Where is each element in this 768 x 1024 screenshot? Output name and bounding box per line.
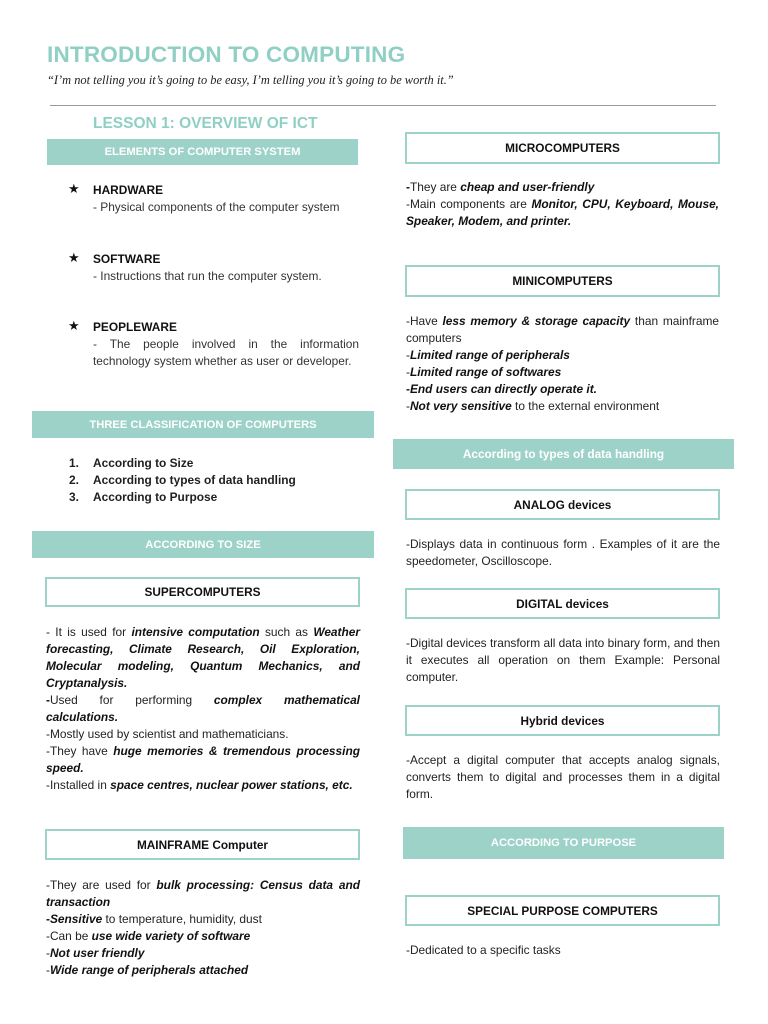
minicomputers-desc: -Have less memory & storage capacity than mainframe computers -Limited range of peripherals -Limited range of softwares -End users can directly operate it. -Not very sensitive to the external environment	[406, 314, 719, 413]
element-title: HARDWARE	[93, 183, 164, 197]
size-heading: ACCORDING TO SIZE	[32, 531, 374, 558]
digital-box: DIGITAL devices	[405, 588, 720, 619]
element-item	[93, 182, 359, 216]
mainframe-box: MAINFRAME Computer	[45, 829, 360, 860]
lesson-heading: LESSON 1: OVERVIEW OF ICT	[93, 115, 318, 132]
analog-box: ANALOG devices	[405, 489, 720, 520]
element-title: SOFTWARE	[93, 252, 161, 266]
digital-desc: -Digital devices transform all data into binary form, and then it executes all operation on them Example: Personal computer.	[406, 636, 720, 684]
purpose-heading: ACCORDING TO PURPOSE	[403, 827, 724, 859]
star-icon: ★	[68, 318, 80, 333]
microcomputers-box: MICROCOMPUTERS	[405, 132, 720, 164]
microcomputers-desc: -They are cheap and user-friendly -Main components are Monitor, CPU, Keyboard, Mouse, Speaker, Modem, and printer.	[406, 180, 719, 228]
classification-list	[69, 455, 296, 506]
element-item	[93, 319, 359, 370]
supercomputers-desc: - It is used for intensive computation such as Weather forecasting, Climate Research, Oil Exploration, Molecular modeling, Quantum Mechanics, and Cryptanalysis. -Used for performing complex mathematical calculations. -Mostly used by scientist and mathematicians. -They have huge memories & tremendous processing speed. -Installed in space centres, nuclear power stations, etc.	[46, 625, 361, 792]
hybrid-box: Hybrid devices	[405, 705, 720, 736]
page-title: INTRODUCTION TO COMPUTING	[47, 42, 406, 67]
list-item: 2. According to types of data handling	[69, 473, 296, 487]
divider	[50, 105, 716, 106]
classification-heading: THREE CLASSIFICATION OF COMPUTERS	[32, 411, 374, 438]
mainframe-desc: -They are used for bulk processing: Census data and transaction -Sensitive to temperature, humidity, dust -Can be use wide variety of software -Not user friendly -Wide range of peripherals attached	[46, 878, 360, 977]
element-item	[93, 251, 359, 285]
element-title: PEOPLEWARE	[93, 320, 177, 334]
elements-heading: ELEMENTS OF COMPUTER SYSTEM	[47, 139, 358, 165]
minicomputers-box: MINICOMPUTERS	[405, 265, 720, 297]
hybrid-desc: -Accept a digital computer that accepts analog signals, converts them to digital and processes them in a digital form.	[406, 753, 720, 801]
quote: “I’m not telling you it’s going to be easy, I’m telling you it’s going to be worth it.”	[47, 73, 454, 87]
datahandling-heading: According to types of data handling	[393, 439, 734, 469]
list-item: 3. According to Purpose	[69, 490, 218, 504]
star-icon: ★	[68, 250, 80, 265]
analog-desc: -Displays data in continuous form . Examples of it are the speedometer, Oscilloscope.	[406, 537, 720, 568]
list-item: 1. According to Size	[69, 456, 194, 470]
supercomputers-box: SUPERCOMPUTERS	[45, 577, 360, 607]
star-icon: ★	[68, 181, 80, 196]
element-desc: - The people involved in the information technology system whether as user or developer.	[93, 337, 359, 368]
special-purpose-desc: -Dedicated to a specific tasks	[406, 943, 561, 957]
element-desc: - Instructions that run the computer system.	[93, 269, 322, 283]
special-purpose-box: SPECIAL PURPOSE COMPUTERS	[405, 895, 720, 926]
element-desc: - Physical components of the computer system	[93, 200, 340, 214]
